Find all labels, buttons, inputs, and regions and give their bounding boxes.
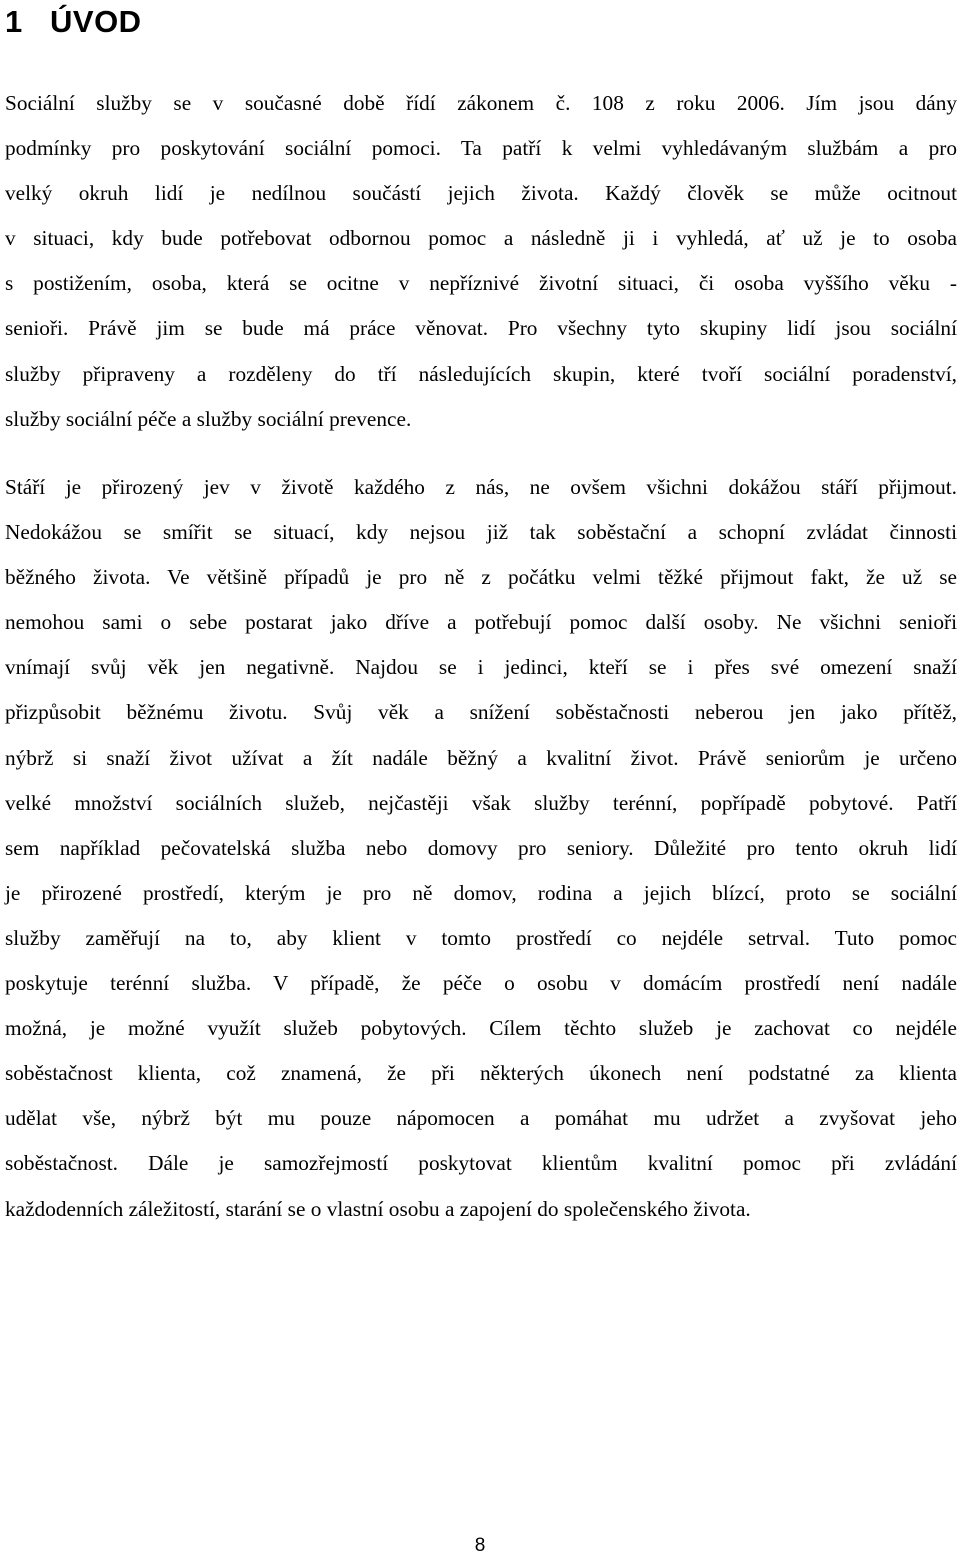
text-line: velký okruh lidí je nedílnou součástí jejich života. Každý člověk se může ocitnout <box>5 181 957 206</box>
text-line: služby připraveny a rozděleny do tří následujících skupin, které tvoří sociální poradenství, <box>5 361 957 386</box>
text-line: velké množství sociálních služeb, nejčastěji však služby terénní, popřípadě pobytové. Patří <box>5 790 957 815</box>
paragraph-old-age <box>5 465 957 1232</box>
text-line: senioři. Právě jim se bude má práce věnovat. Pro všechny tyto skupiny lidí jsou sociální <box>5 316 957 341</box>
text-line: udělat vše, nýbrž být mu pouze nápomocen a pomáhat mu udržet a zvyšovat jeho <box>5 1106 957 1131</box>
text-line: soběstačnost. Dále je samozřejmostí poskytovat klientům kvalitní pomoc při zvládání <box>5 1151 957 1176</box>
chapter-title: ÚVOD <box>50 4 142 39</box>
text-line: služby sociální péče a služby sociální prevence. <box>5 406 412 431</box>
text-line: přizpůsobit běžnému životu. Svůj věk a snížení soběstačnosti neberou jen jako přítěž, <box>5 700 957 725</box>
paragraph-intro <box>5 81 957 442</box>
text-line: vnímají svůj věk jen negativně. Najdou se i jedinci, kteří se i přes své omezení snaží <box>5 655 957 680</box>
text-line: každodenních záležitostí, starání se o vlastní osobu a zapojení do společenského života. <box>5 1196 751 1221</box>
text-line: soběstačnost klienta, což znamená, že při některých úkonech není podstatné za klienta <box>5 1061 957 1086</box>
text-line: sem například pečovatelská služba nebo domovy pro seniory. Důležité pro tento okruh lidí <box>5 835 957 860</box>
chapter-heading <box>5 2 142 42</box>
text-line: možná, je možné využít služeb pobytových. Cílem těchto služeb je zachovat co nejdéle <box>5 1016 957 1041</box>
text-line: služby zaměřují na to, aby klient v tomto prostředí co nejdéle setrval. Tuto pomoc <box>5 925 957 950</box>
page-number: 8 <box>474 1535 486 1556</box>
text-line: Stáří je přirozený jev v životě každého z nás, ne ovšem všichni dokážou stáří přijmout. <box>5 475 957 499</box>
chapter-number: 1 <box>5 4 23 39</box>
text-line: Sociální služby se v současné době řídí zákonem č. 108 z roku 2006. Jím jsou dány <box>5 91 957 115</box>
text-line: poskytuje terénní služba. V případě, že péče o osobu v domácím prostředí není nadále <box>5 971 957 996</box>
text-line: běžného života. Ve většině případů je pro ně z počátku velmi těžké přijmout fakt, že už se <box>5 565 957 590</box>
text-line: je přirozené prostředí, kterým je pro ně domov, rodina a jejich blízcí, proto se sociální <box>5 880 957 905</box>
text-line: v situaci, kdy bude potřebovat odbornou pomoc a následně ji i vyhledá, ať už je to osoba <box>5 226 957 251</box>
text-line: s postižením, osoba, která se ocitne v nepříznivé životní situaci, či osoba vyššího věku - <box>5 271 957 296</box>
text-line: podmínky pro poskytování sociální pomoci. Ta patří k velmi vyhledávaným službám a pro <box>5 136 957 161</box>
text-line: nemohou sami o sebe postarat jako dříve a potřebují pomoc další osoby. Ne všichni senioři <box>5 610 957 635</box>
text-line: Nedokážou se smířit se situací, kdy nejsou již tak soběstační a schopní zvládat činnosti <box>5 520 957 545</box>
text-line: nýbrž si snaží život užívat a žít nadále běžný a kvalitní život. Právě seniorům je určeno <box>5 745 957 770</box>
